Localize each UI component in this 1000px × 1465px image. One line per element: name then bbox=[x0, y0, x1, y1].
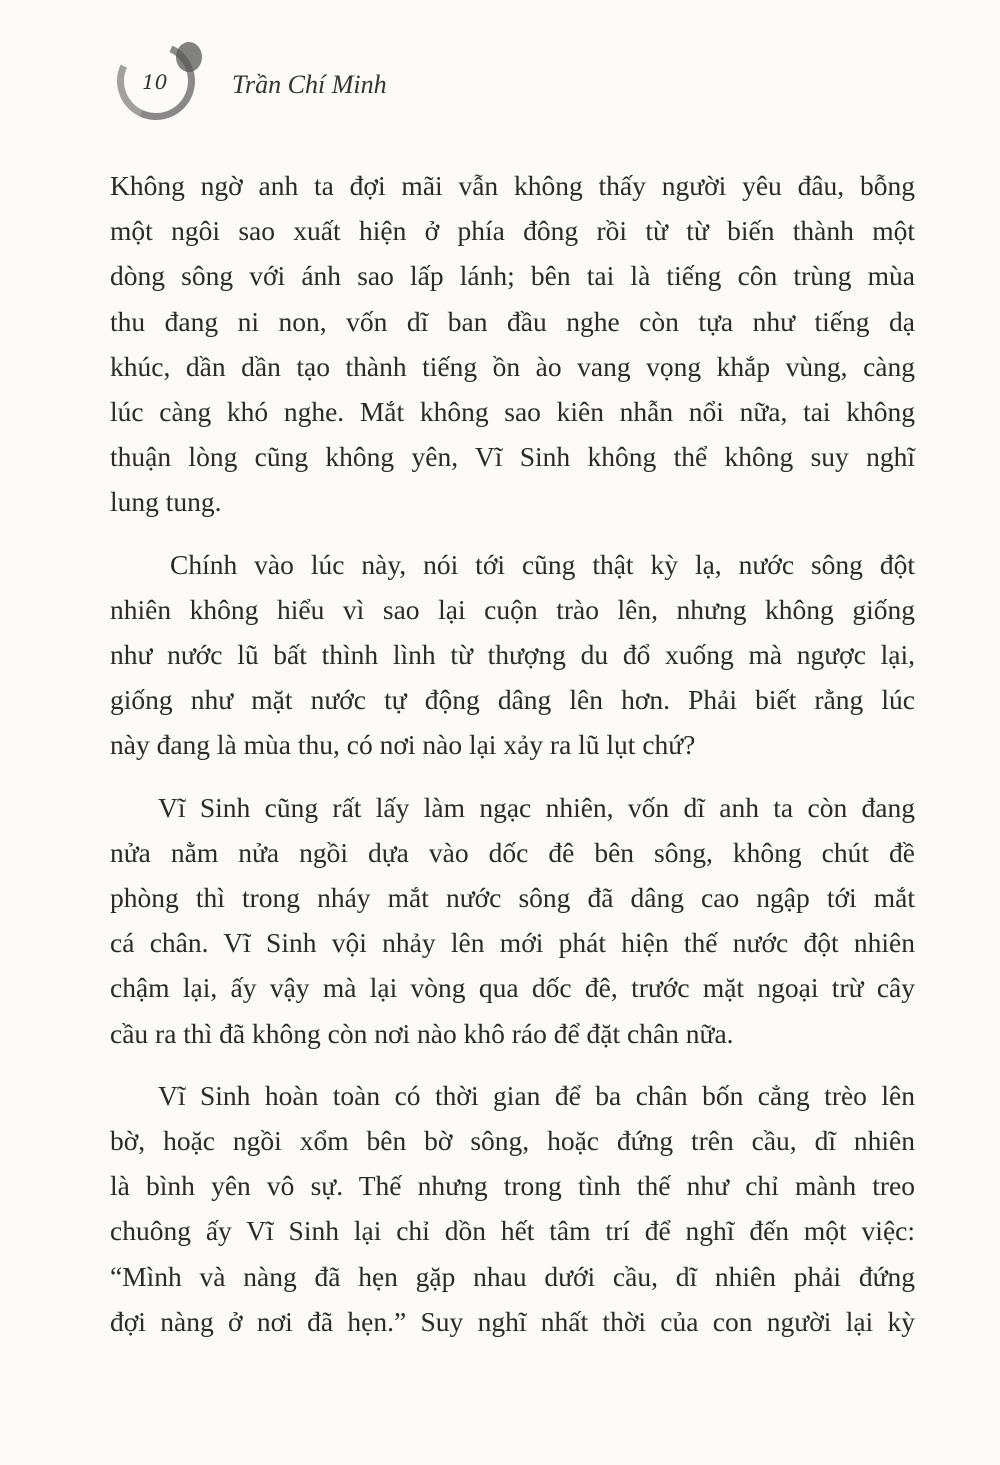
paragraph bbox=[110, 163, 915, 525]
page-number: 10 bbox=[142, 70, 168, 94]
text-line: đợi nàng ở nơi đã hẹn.” Suy nghĩ nhất thời của con người lại kỳ bbox=[110, 1305, 915, 1337]
text-line: là bình yên vô sự. Thế nhưng trong tình thế như chỉ mành treo bbox=[110, 1170, 915, 1202]
text-line: khúc, dần dần tạo thành tiếng ồn ào vang vọng khắp vùng, càng bbox=[110, 350, 915, 382]
text-line: thuận lòng cũng không yên, Vĩ Sinh không thể không suy nghĩ bbox=[110, 441, 915, 473]
text-line: bờ, hoặc ngồi xổm bên bờ sông, hoặc đứng trên cầu, dĩ nhiên bbox=[110, 1125, 915, 1157]
paragraph bbox=[110, 1073, 915, 1344]
text-line: phòng thì trong nháy mắt nước sông đã dâng cao ngập tới mắt bbox=[110, 882, 915, 914]
text-line: dòng sông với ánh sao lấp lánh; bên tai là tiếng côn trùng mùa bbox=[110, 260, 915, 292]
text-line: Không ngờ anh ta đợi mãi vẫn không thấy người yêu đâu, bỗng bbox=[110, 170, 915, 201]
ink-blot-ornament bbox=[176, 42, 202, 72]
text-line: như nước lũ bất thình lình từ thượng du đổ xuống mà ngược lại, bbox=[110, 639, 915, 671]
text-line: Vĩ Sinh cũng rất lấy làm ngạc nhiên, vốn dĩ anh ta còn đang bbox=[158, 791, 915, 823]
text-line: cá chân. Vĩ Sinh vội nhảy lên mới phát hiện thế nước đột nhiên bbox=[110, 927, 915, 959]
paragraph bbox=[110, 785, 915, 1056]
text-line: chuông ấy Vĩ Sinh lại chỉ dồn hết tâm trí để nghĩ đến một việc: bbox=[110, 1215, 915, 1247]
paragraph bbox=[110, 542, 915, 768]
text-line: “Mình và nàng đã hẹn gặp nhau dưới cầu, dĩ nhiên phải đứng bbox=[110, 1260, 915, 1292]
text-line: lung tung. bbox=[110, 486, 222, 518]
text-line: thu đang ni non, vốn dĩ ban đầu nghe còn tựa như tiếng dạ bbox=[110, 305, 915, 337]
text-line: nửa nằm nửa ngồi dựa vào dốc đê bên sông, không chút đề bbox=[110, 836, 915, 868]
text-line: giống như mặt nước tự động dâng lên hơn. Phải biết rằng lúc bbox=[110, 684, 915, 716]
text-line: lúc càng khó nghe. Mắt không sao kiên nhẫn nổi nữa, tai không bbox=[110, 396, 915, 428]
text-line: cầu ra thì đã không còn nơi nào khô ráo để đặt chân nữa. bbox=[110, 1017, 734, 1049]
text-line: một ngôi sao xuất hiện ở phía đông rồi từ từ biến thành một bbox=[110, 215, 915, 247]
author-name: Trần Chí Minh bbox=[232, 70, 387, 99]
body-text bbox=[110, 163, 915, 1361]
text-line: Chính vào lúc này, nói tới cũng thật kỳ lạ, nước sông đột bbox=[170, 548, 915, 580]
text-line: nhiên không hiểu vì sao lại cuộn trào lên, nhưng không giống bbox=[110, 593, 915, 625]
text-line: này đang là mùa thu, có nơi nào lại xảy ra lũ lụt chứ? bbox=[110, 729, 696, 761]
text-line: Vĩ Sinh hoàn toàn có thời gian để ba chân bốn cẳng trèo lên bbox=[158, 1079, 915, 1111]
running-header bbox=[112, 40, 452, 120]
text-line: chậm lại, ấy vậy mà lại vòng qua dốc đê, trước mặt ngoại trừ cây bbox=[110, 972, 915, 1004]
